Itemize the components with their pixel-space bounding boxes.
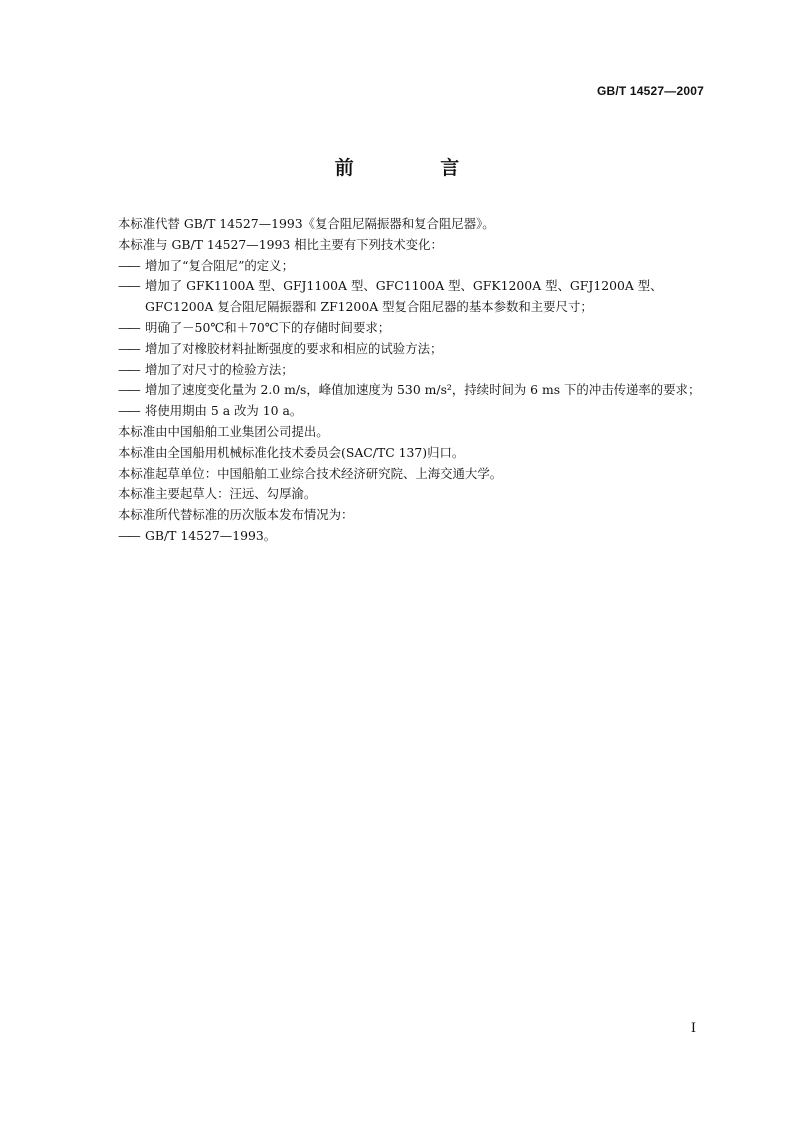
dash-marker: —— bbox=[118, 257, 139, 273]
list-item bbox=[118, 526, 710, 547]
paragraph-replaces: 本标准代替 GB/T 14527—1993《复合阻尼隔振器和复合阻尼器》。 bbox=[118, 216, 495, 231]
list-item-text: GB/T 14527—1993。 bbox=[145, 527, 277, 543]
list-item bbox=[118, 318, 710, 339]
list-item bbox=[118, 276, 710, 318]
list-item-text: 明确了－50℃和＋70℃下的存储时间要求； bbox=[145, 319, 391, 335]
paragraph-drafters: 本标准主要起草人：汪远、勾厚渝。 bbox=[118, 486, 317, 502]
paragraph-changes-intro: 本标准与 GB/T 14527—1993 相比主要有下列技术变化： bbox=[118, 236, 443, 252]
list-item bbox=[118, 401, 710, 422]
dash-marker: —— bbox=[118, 361, 139, 377]
paragraph-history-intro: 本标准所代替标准的历次版本发布情况为： bbox=[118, 507, 354, 523]
list-item-text: 增加了对橡胶材料扯断强度的要求和相应的试验方法； bbox=[145, 340, 443, 356]
list-item-text: 增加了对尺寸的检验方法； bbox=[145, 361, 294, 377]
dash-marker: —— bbox=[118, 403, 139, 419]
list-item-text: 增加了 GFK1100A 型、GFJ1100A 型、GFC1100A 型、GFK1200A 型、GFJ1200A 型、GFC1200A 复合阻尼隔振器和 ZF1200A 型复合阻尼器的基本参数和主要尺寸； bbox=[145, 278, 663, 315]
page-title: 前 言 bbox=[334, 157, 500, 179]
list-item-text: 增加了“复合阻尼”的定义； bbox=[145, 257, 294, 273]
dash-marker: —— bbox=[118, 319, 139, 335]
list-item-text: 增加了速度变化量为 2.0 m/s，峰值加速度为 530 m/s²，持续时间为 6 ms 下的冲击传递率的要求； bbox=[145, 382, 701, 398]
dash-marker: —— bbox=[118, 278, 139, 294]
page-number: I bbox=[690, 1021, 696, 1036]
list-item bbox=[118, 380, 710, 401]
list-item bbox=[118, 360, 710, 381]
dash-marker: —— bbox=[118, 382, 139, 398]
list-item bbox=[118, 256, 710, 277]
list-item-text: 将使用期由 5 a 改为 10 a。 bbox=[145, 403, 303, 419]
standard-number: GB/T 14527—2007 bbox=[596, 84, 704, 98]
list-item bbox=[118, 339, 710, 360]
dash-marker: —— bbox=[118, 340, 139, 356]
paragraph-proposer: 本标准由中国船舶工业集团公司提出。 bbox=[118, 423, 329, 439]
document-body bbox=[118, 214, 710, 547]
paragraph-committee: 本标准由全国船用机械标准化技术委员会(SAC/TC 137)归口。 bbox=[118, 444, 465, 460]
dash-marker: —— bbox=[118, 527, 139, 543]
paragraph-drafting-units: 本标准起草单位：中国船舶工业综合技术经济研究院、上海交通大学。 bbox=[118, 465, 503, 481]
